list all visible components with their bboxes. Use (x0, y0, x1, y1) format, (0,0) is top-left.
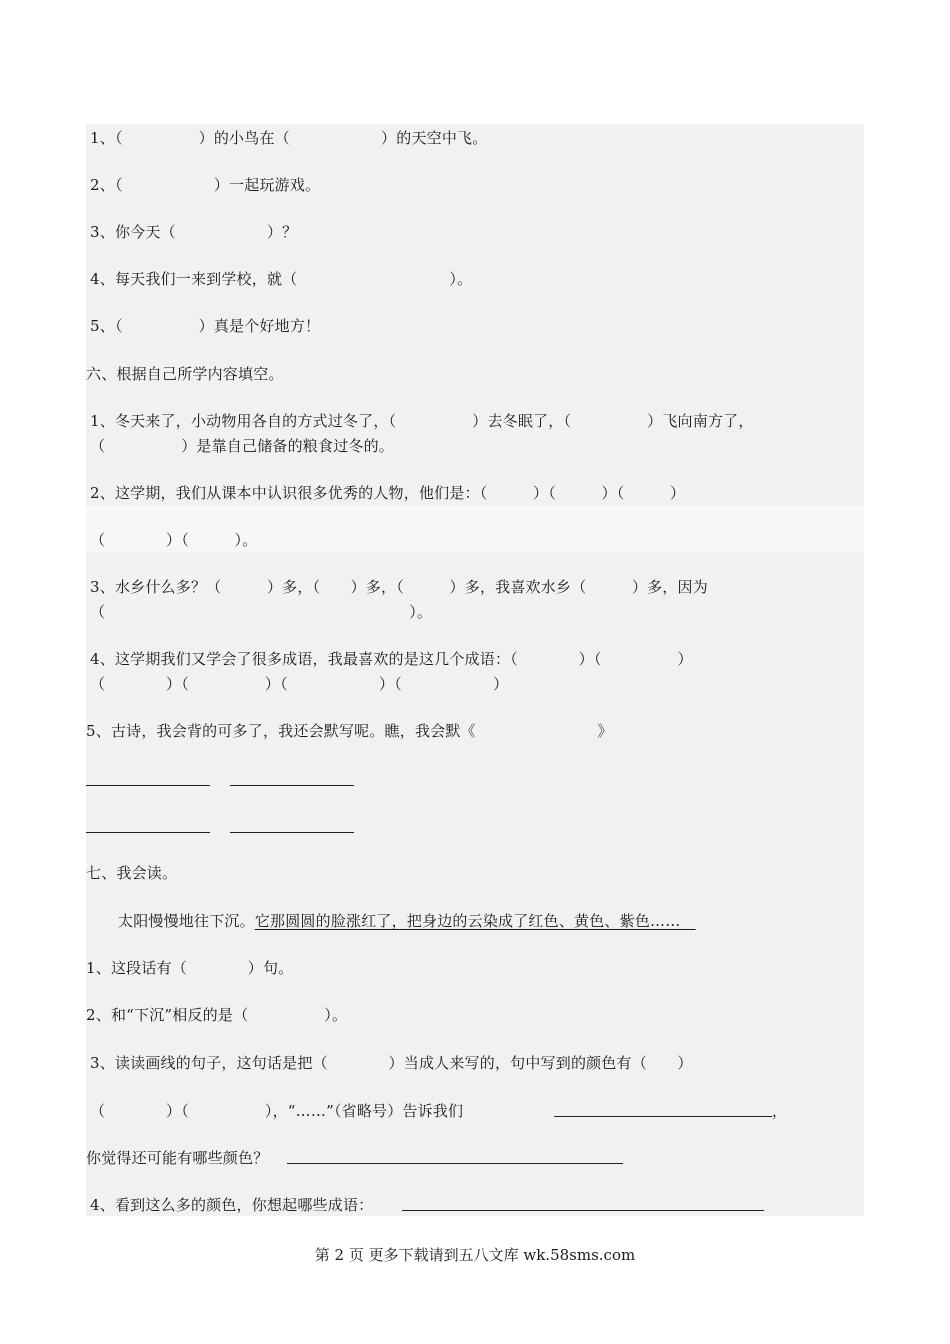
question-line: 4、看到这么多的颜色，你想起哪些成语： (90, 1196, 374, 1214)
question-line: 1、这段话有（ ）句。 (86, 959, 294, 977)
question-line: （ ）（ ）。 (90, 531, 258, 549)
answer-blank (230, 785, 354, 786)
punctuation: ， (772, 1102, 788, 1120)
section-heading: 六、根据自己所学内容填空。 (86, 365, 284, 383)
question-line: 2、（ ）一起玩游戏。 (90, 176, 321, 194)
page-footer: 第 2 页 更多下载请到五八文库 wk.58sms.com (314, 1246, 636, 1264)
underlined-sentence: 它那圆圆的脸涨红了，把身边的云染成了红色、黄色、紫色…… (254, 912, 696, 930)
question-line: 2、和“下沉”相反的是（ ）。 (86, 1006, 348, 1024)
answer-blank (554, 1116, 772, 1117)
reading-passage (118, 911, 696, 931)
question-line: 5、古诗，我会背的可多了，我还会默写呢。瞧，我会默《 》 (86, 722, 613, 740)
question-line: 1、冬天来了，小动物用各自的方式过冬了，（ ）去冬眠了，（ ）飞向南方了， (90, 412, 754, 430)
section-heading: 七、我会读。 (86, 864, 178, 882)
question-line: （ ）（ ）（ ）（ ） (90, 675, 509, 693)
question-line: 4、这学期我们又学会了很多成语，我最喜欢的是这几个成语：（ ）（ ） (90, 650, 693, 668)
question-line: 1、（ ）的小鸟在（ ）的天空中飞。 (90, 129, 488, 147)
answer-blank (230, 832, 354, 833)
question-line: 3、读读画线的句子，这句话是把（ ）当成人来写的，句中写到的颜色有（ ） (90, 1054, 693, 1072)
question-line: 3、你今天（ ）？ (90, 223, 298, 241)
question-line: （ ）。 (90, 603, 433, 621)
question-line: 5、（ ）真是个好地方！ (90, 317, 321, 335)
question-line: （ ）是靠自己储备的粮食过冬的。 (90, 437, 395, 455)
question-line: 你觉得还可能有哪些颜色？ (86, 1149, 269, 1167)
question-line: （ ）（ ），“……”（省略号）告诉我们 (90, 1102, 464, 1120)
question-line: 3、水乡什么多？（ ）多，（ ）多，（ ）多，我喜欢水乡（ ）多，因为 (90, 578, 708, 596)
answer-blank (86, 832, 210, 833)
answer-blank (287, 1163, 623, 1164)
question-line: 2、这学期，我们从课本中认识很多优秀的人物，他们是：（ ）（ ）（ ） (90, 484, 686, 502)
answer-blank (402, 1210, 764, 1211)
passage-text: 太阳慢慢地往下沉。 (118, 912, 255, 930)
answer-blank (86, 785, 210, 786)
question-line: 4、每天我们一来到学校，就（ ）。 (90, 270, 473, 288)
